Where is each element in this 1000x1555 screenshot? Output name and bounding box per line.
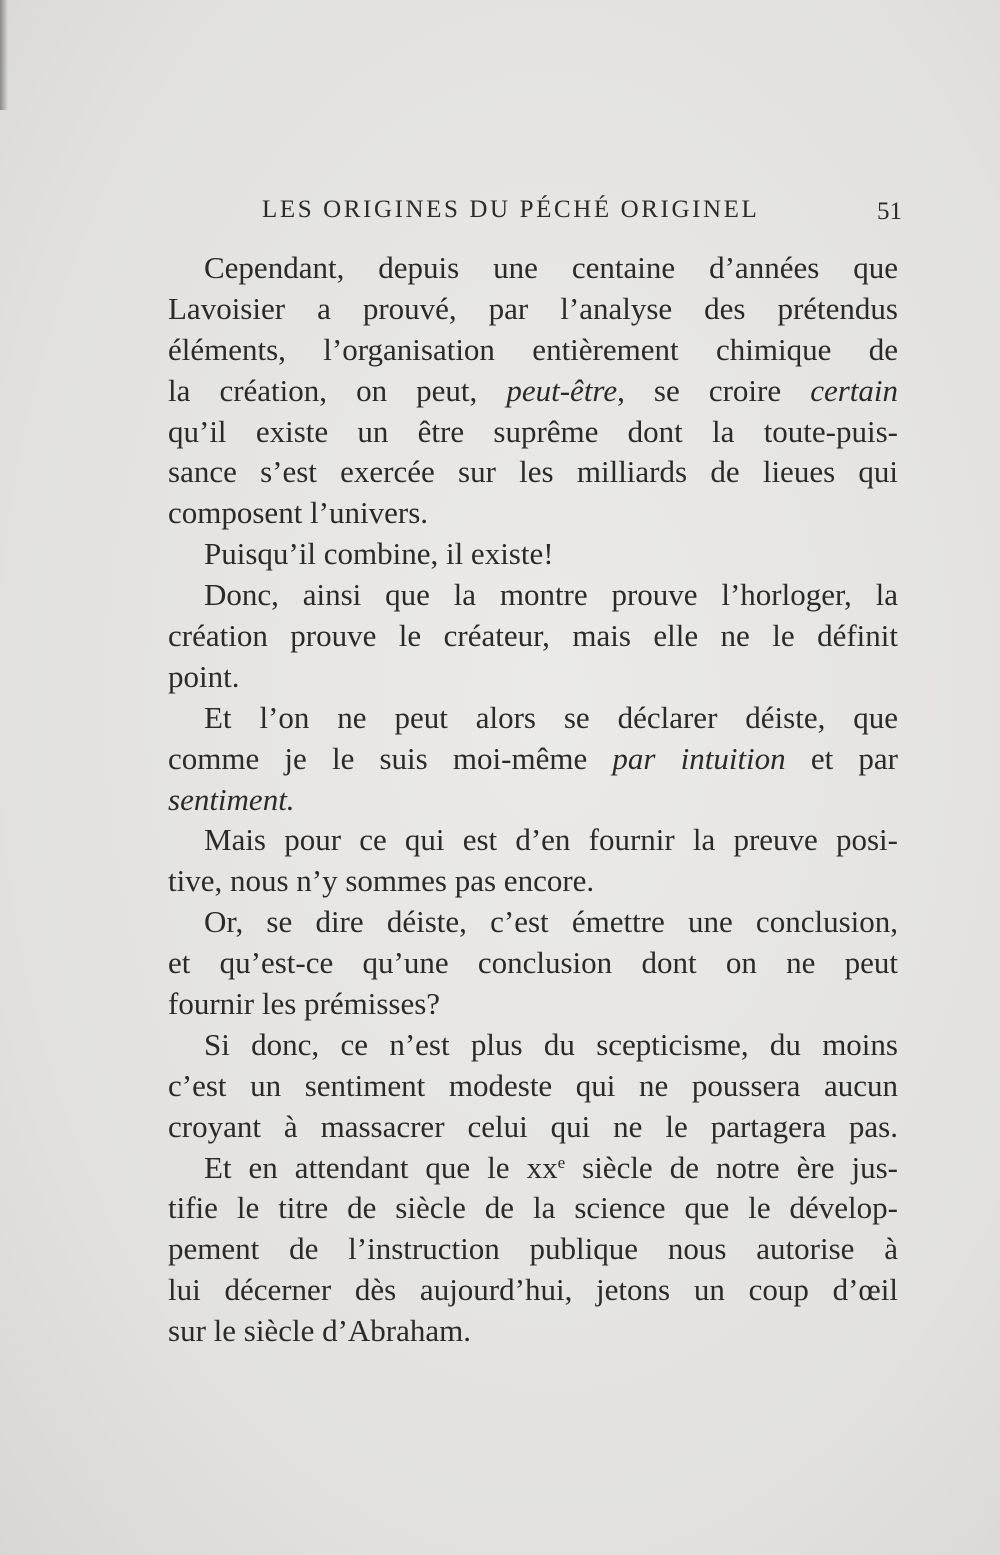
text-span: Lavoisier a prouvé, par l’analyse des prétendus (168, 290, 898, 326)
text-line (168, 861, 898, 902)
italic-text: peut-être (506, 372, 618, 408)
text-span: lui décerner dès aujourd’hui, jetons un coup d’œil (168, 1272, 898, 1308)
text-span: composent l’univers. (168, 495, 429, 531)
text-span: c’est un sentiment modeste qui ne poussera aucun (168, 1067, 898, 1103)
page-edge-shadow (0, 0, 8, 110)
text-span: Puisqu’il combine, il existe! (204, 536, 554, 572)
text-line (168, 616, 898, 657)
text-line (168, 371, 898, 412)
text-span: et par (785, 740, 898, 776)
text-line (168, 657, 898, 698)
text-span: croyant à massacrer celui qui ne le partagera pas. (168, 1108, 898, 1144)
text-span: tive, nous n’y sommes pas encore. (168, 863, 595, 899)
text-span: et qu’est-ce qu’une conclusion dont on ne peut (168, 945, 898, 981)
text-line (168, 248, 898, 289)
italic-text: par intuition (612, 740, 786, 776)
text-span: qu’il existe un être suprême dont la toute-puis- (168, 413, 898, 449)
text-span: tifie le titre de siècle de la science que le dévelop- (168, 1190, 898, 1226)
text-span: éléments, l’organisation entièrement chimique de (168, 331, 898, 367)
text-line (168, 452, 898, 493)
text-line (168, 1229, 898, 1270)
text-span: Et en attendant que le (204, 1149, 527, 1185)
text-line (168, 1107, 898, 1148)
text-line (168, 1148, 898, 1189)
text-line (168, 534, 898, 575)
text-line (168, 1188, 898, 1229)
text-span: Or, se dire déiste, c’est émettre une conclusion, (204, 904, 898, 940)
text-span: pement de l’instruction publique nous autorise à (168, 1231, 898, 1267)
text-span: Si donc, ce n’est plus du scepticisme, du moins (204, 1026, 898, 1062)
running-head-title: LES ORIGINES DU PÉCHÉ ORIGINEL (262, 196, 760, 223)
text-line (168, 902, 898, 943)
text-span: Mais pour ce qui est d’en fournir la preuve posi- (204, 822, 898, 858)
text-span: Et l’on ne peut alors se déclarer déiste, que (204, 699, 898, 735)
text-line (168, 1066, 898, 1107)
text-span: Cependant, depuis une centaine d’années que (204, 250, 898, 285)
text-line (168, 780, 898, 821)
text-line (168, 493, 898, 534)
text-line (168, 575, 898, 616)
page-number: 51 (877, 198, 902, 225)
text-line (168, 698, 898, 739)
text-span: la création, on peut, (168, 372, 507, 408)
italic-text: sentiment. (168, 781, 295, 817)
text-line (168, 739, 898, 780)
text-line (168, 412, 898, 453)
text-line (168, 984, 898, 1025)
text-line (168, 330, 898, 371)
text-line (168, 820, 898, 861)
text-span: création prouve le créateur, mais elle ne le définit (168, 618, 898, 654)
small-caps-text: xx (526, 1149, 558, 1185)
text-line (168, 289, 898, 330)
italic-text: certain (810, 372, 898, 408)
body-text (168, 248, 898, 1352)
text-span: Donc, ainsi que la montre prouve l’horloger, la (204, 577, 898, 613)
text-line (168, 943, 898, 984)
running-head (262, 196, 902, 230)
text-span: sance s’est exercée sur les milliards de lieues qui (168, 454, 898, 490)
text-line (168, 1025, 898, 1066)
text-span: , se croire (617, 372, 811, 408)
text-span: comme je le suis moi-même (168, 740, 613, 776)
text-span: siècle de notre ère jus- (565, 1149, 898, 1185)
text-span: fournir les prémisses? (168, 986, 441, 1022)
superscript: e (557, 1152, 566, 1172)
text-span: sur le siècle d’Abraham. (168, 1313, 471, 1349)
text-line (168, 1270, 898, 1311)
text-line (168, 1311, 898, 1352)
text-span: point. (168, 658, 240, 694)
